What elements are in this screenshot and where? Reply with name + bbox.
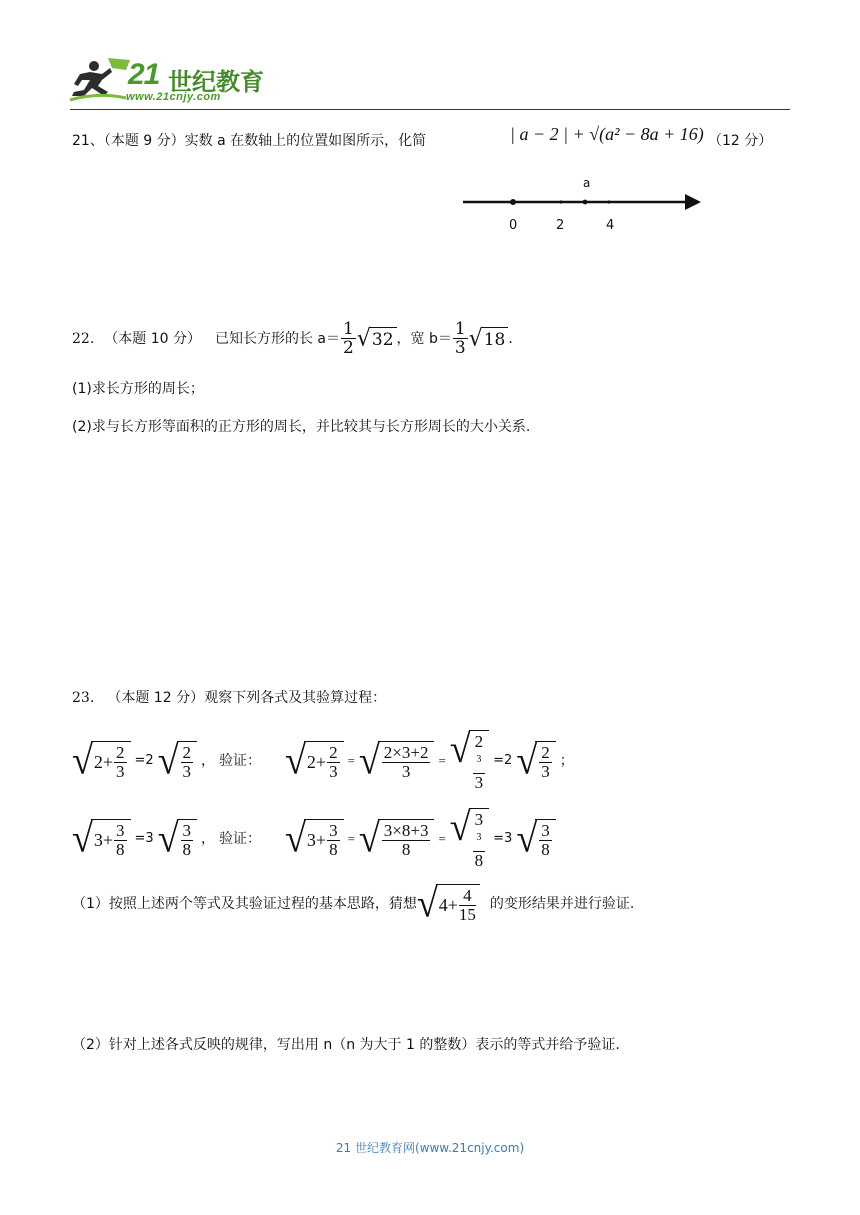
q21-text: 实数 a 在数轴上的位置如图所示，化简 <box>184 133 427 149</box>
numberline-tick-4: 4 <box>606 218 615 233</box>
q23-example-1: √ 2 + $\frac{2}{3}$ =2 √ $\frac{2}{3}$ ， 验证： √ 2 + $\frac{2}{3}$ = √ $\frac{2\times 3+2}{3}$ = √ 2 $^3$ 3 =2 √ $\frac{2}{3}$ ； <box>72 727 574 792</box>
q22-part2: (2)求与长方形等面积的正方形的周长，并比较其与长方形周长的大小关系. <box>72 419 531 435</box>
q23-part1-end: 的变形结果并进行验证. <box>489 896 635 912</box>
q23-number: 23. <box>72 690 95 706</box>
q23-part1-radical: √ 4 + $\frac{4}{15}$ <box>417 884 480 924</box>
numberline-label-a: a <box>583 176 591 190</box>
q22-number: 22. <box>72 330 95 347</box>
logo-title: 世纪教育 <box>168 68 264 96</box>
q22-end: . <box>508 330 513 347</box>
arrow-icon <box>685 194 701 210</box>
q23-part1-text: （1）按照上述两个等式及其验证过程的基本思路，猜想 <box>72 896 417 912</box>
logo-url: www.21cnjy.com <box>126 91 221 103</box>
l2-verify: 验证： <box>219 830 262 847</box>
q21-points: （本题 9 分） <box>103 133 185 149</box>
q22-width-fraction: $\frac{1}{3}$ <box>454 319 466 358</box>
q21-expr-text: | a − 2 | + √(a² − 8a + 16) <box>510 124 704 144</box>
q22-length-radical: √ 32 <box>357 327 397 351</box>
footer-text: 21 世纪教育网(www.21cnjy.com) <box>335 1141 525 1155</box>
q23-line <box>72 687 386 708</box>
q21-expression <box>510 124 704 145</box>
numberline-tick-2: 2 <box>556 218 565 233</box>
q21-line <box>72 131 426 151</box>
l1-radical-b: √ $\frac{2}{3}$ <box>158 741 197 781</box>
l2-radical-a: √ 3 + $\frac{3}{8}$ <box>72 819 131 859</box>
q23-part1 <box>72 881 635 927</box>
q22-width-text: ，宽 b＝ <box>396 330 452 347</box>
numberline-tick-0: 0 <box>509 218 518 233</box>
logo-number: 21 <box>128 58 160 91</box>
q21-score: （12 分） <box>708 133 773 149</box>
q22-part1: (1)求长方形的周长； <box>72 381 204 397</box>
q22-line <box>72 320 513 357</box>
q23-points: （本题 12 分） <box>107 690 205 706</box>
l1-radical-a: √ 2 + $\frac{2}{3}$ <box>72 741 131 781</box>
l1-verify: 验证： <box>219 752 262 769</box>
q22-length-fraction: $\frac{1}{2}$ <box>343 319 354 358</box>
q22-text: 已知长方形的长 a＝ <box>214 330 341 347</box>
q23-part2: （2）针对上述各式反映的规律，写出用 n（n 为大于 1 的整数）表示的等式并给予验证. <box>72 1037 620 1053</box>
header-divider <box>70 109 790 110</box>
site-logo <box>68 56 268 106</box>
q22-width-radical: √ 18 <box>469 327 509 351</box>
l1-coef: =2 <box>134 753 154 769</box>
l2-coef: =3 <box>134 831 154 847</box>
q21-number: 21、 <box>72 133 104 149</box>
q22-points: （本题 10 分） <box>104 330 201 347</box>
q23-example-2: √ 3 + $\frac{3}{8}$ =3 √ $\frac{3}{8}$ ， 验证： √ 3 + $\frac{3}{8}$ = √ $\frac{3\times 8+3}{8}$ = √ 3 $^3$ 8 =3 √ $\frac{3}{8}$ <box>72 808 556 870</box>
q23-text: 观察下列各式及其验算过程： <box>204 690 387 706</box>
